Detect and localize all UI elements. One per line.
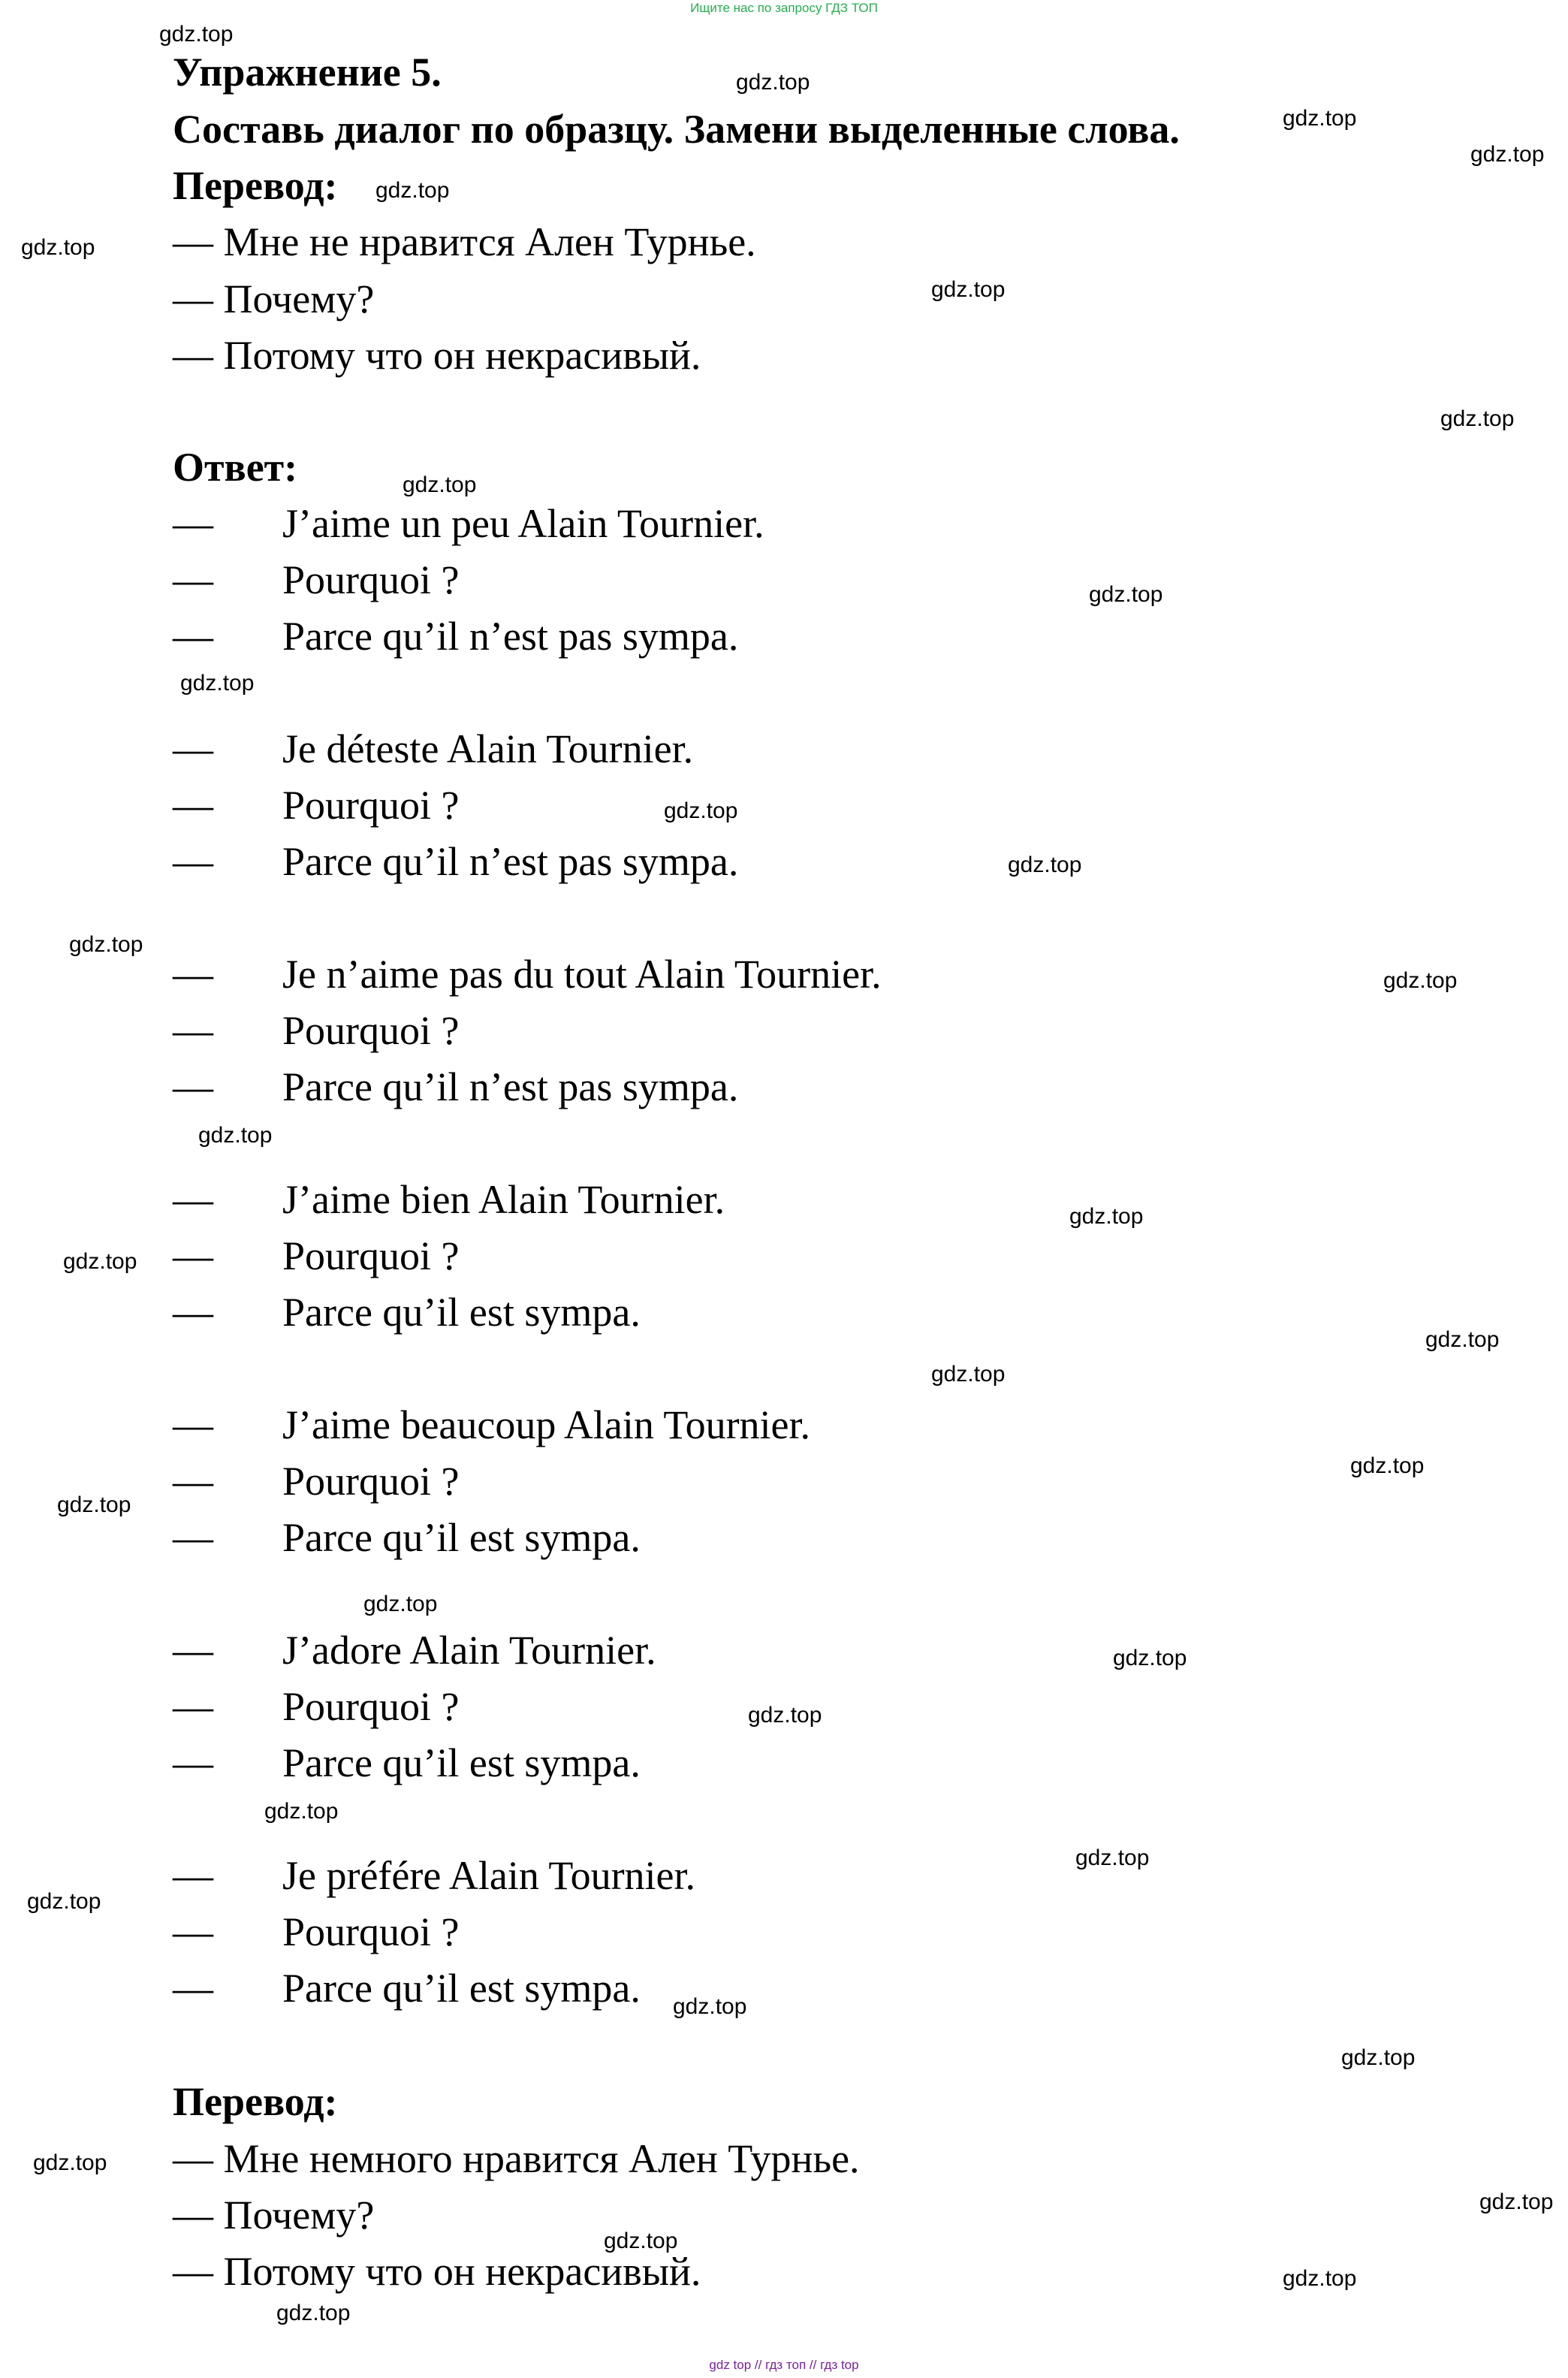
watermark-text: gdz.top — [264, 1799, 339, 1824]
dialog-dash: — — [173, 501, 213, 546]
watermark-text: gdz.top — [57, 1492, 131, 1517]
dialog-text: Pourquoi ? — [282, 783, 460, 828]
dialog-text: J’aime bien Alain Tournier. — [282, 1177, 725, 1222]
watermark-text: gdz.top — [1425, 1327, 1500, 1352]
watermark-text: gdz.top — [1440, 406, 1515, 431]
dialog-text: Parce qu’il est sympa. — [282, 1515, 641, 1560]
exercise-title: Упражнение 5. — [173, 50, 442, 95]
sample-line-3: — Потому что он некрасивый. — [173, 333, 701, 378]
dialog-text: Je préfére Alain Tournier. — [282, 1853, 696, 1898]
watermark-text: gdz.top — [1341, 2045, 1416, 2070]
dialog-dash: — — [173, 1966, 213, 2011]
watermark-text: gdz.top — [363, 1592, 438, 1616]
watermark-text: gdz.top — [375, 178, 450, 203]
watermark-text: gdz.top — [1089, 582, 1163, 607]
dialog-text: Pourquoi ? — [282, 1233, 460, 1278]
watermark-text: gdz.top — [33, 2150, 107, 2175]
dialog-text: Pourquoi ? — [282, 557, 460, 602]
watermark-text: gdz.top — [63, 1249, 137, 1274]
final-translation-line-2: — Почему? — [173, 2192, 375, 2238]
watermark-text: gdz.top — [180, 671, 255, 696]
translation-label: Перевод: — [173, 163, 338, 208]
dialog-dash: — — [173, 783, 213, 828]
dialog-text: Je déteste Alain Tournier. — [282, 726, 694, 771]
dialog-dash: — — [173, 1684, 213, 1729]
watermark-text: gdz.top — [198, 1123, 273, 1148]
dialog-dash: — — [173, 1909, 213, 1954]
watermark-text: gdz.top — [1383, 968, 1458, 993]
watermark-text: gdz.top — [931, 277, 1006, 302]
final-translation-label: Перевод: — [173, 2079, 338, 2124]
dialog-dash: — — [173, 1515, 213, 1560]
dialog-dash: — — [173, 1177, 213, 1222]
dialog-dash: — — [173, 1740, 213, 1785]
dialog-text: Parce qu’il n’est pas sympa. — [282, 1064, 739, 1109]
watermark-text: gdz.top — [748, 1703, 822, 1728]
dialog-dash: — — [173, 1459, 213, 1504]
dialog-text: Parce qu’il est sympa. — [282, 1290, 641, 1335]
dialog-text: J’aime beaucoup Alain Tournier. — [282, 1402, 811, 1447]
dialog-text: Parce qu’il est sympa. — [282, 1740, 641, 1785]
dialog-text: Pourquoi ? — [282, 1008, 460, 1053]
bottom-banner: gdz top // гдз топ // гдз top — [709, 2358, 859, 2372]
dialog-dash: — — [173, 557, 213, 602]
watermark-text: gdz.top — [1350, 1453, 1425, 1478]
dialog-text: Pourquoi ? — [282, 1909, 460, 1954]
dialog-dash: — — [173, 839, 213, 884]
dialog-dash: — — [173, 1008, 213, 1053]
sample-line-2: — Почему? — [173, 276, 375, 321]
dialog-text: Pourquoi ? — [282, 1459, 460, 1504]
dialog-text: Parce qu’il n’est pas sympa. — [282, 839, 739, 884]
watermark-text: gdz.top — [27, 1889, 101, 1914]
task-text: Составь диалог по образцу. Замени выделенные слова. — [173, 107, 1180, 152]
watermark-text: gdz.top — [21, 235, 95, 260]
dialog-text: J’adore Alain Tournier. — [282, 1628, 656, 1673]
watermark-text: gdz.top — [159, 22, 234, 47]
watermark-text: gdz.top — [1479, 2189, 1554, 2214]
dialog-dash: — — [173, 1064, 213, 1109]
watermark-text: gdz.top — [1008, 853, 1082, 877]
final-translation-line-1: — Мне немного нравится Ален Турнье. — [173, 2136, 860, 2181]
dialog-dash: — — [173, 726, 213, 771]
dialog-dash: — — [173, 614, 213, 659]
watermark-text: gdz.top — [1113, 1646, 1187, 1670]
watermark-text: gdz.top — [1069, 1204, 1144, 1229]
dialog-dash: — — [173, 1233, 213, 1278]
dialog-dash: — — [173, 1628, 213, 1673]
watermark-text: gdz.top — [673, 1994, 747, 2019]
watermark-text: gdz.top — [1470, 142, 1545, 167]
top-banner: Ищите нас по запросу ГДЗ ТОП — [690, 1, 878, 15]
watermark-text: gdz.top — [931, 1362, 1006, 1387]
watermark-text: gdz.top — [1283, 2266, 1357, 2291]
dialog-dash: — — [173, 1290, 213, 1335]
dialog-text: Pourquoi ? — [282, 1684, 460, 1729]
dialog-text: Parce qu’il est sympa. — [282, 1966, 641, 2011]
watermark-text: gdz.top — [69, 932, 143, 957]
dialog-dash: — — [173, 1402, 213, 1447]
dialog-text: Je n’aime pas du tout Alain Tournier. — [282, 952, 882, 997]
sample-line-1: — Мне не нравится Ален Турнье. — [173, 219, 756, 264]
watermark-text: gdz.top — [664, 798, 738, 823]
dialog-text: Parce qu’il n’est pas sympa. — [282, 614, 739, 659]
watermark-text: gdz.top — [1283, 106, 1357, 131]
dialog-dash: — — [173, 1853, 213, 1898]
watermark-text: gdz.top — [276, 2301, 351, 2325]
dialog-text: J’aime un peu Alain Tournier. — [282, 501, 764, 546]
watermark-text: gdz.top — [736, 70, 810, 95]
dialog-dash: — — [173, 952, 213, 997]
final-translation-line-3: — Потому что он некрасивый. — [173, 2249, 701, 2294]
watermark-text: gdz.top — [403, 472, 477, 497]
answer-label: Ответ: — [173, 445, 298, 490]
watermark-text: gdz.top — [604, 2229, 678, 2253]
watermark-text: gdz.top — [1075, 1845, 1150, 1870]
